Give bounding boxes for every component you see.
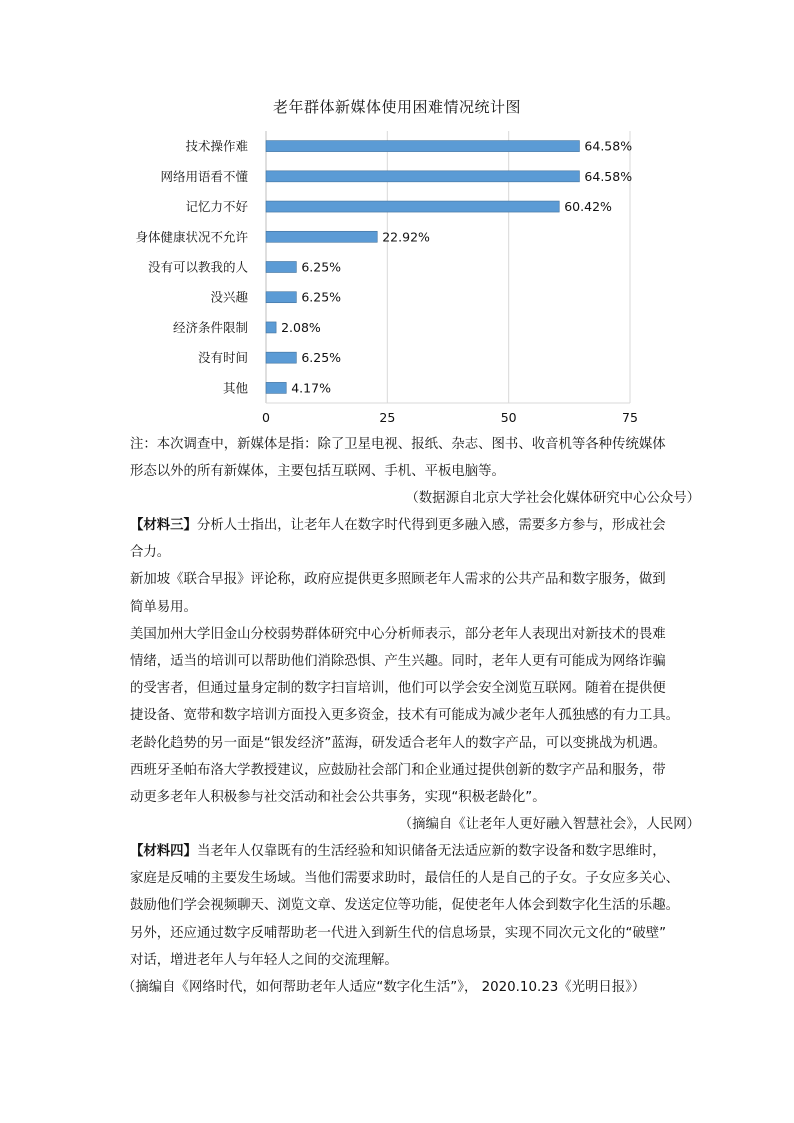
paragraph-line: 动更多老年人积极参与社交活动和社会公共事务，实现“积极老龄化”。 (130, 790, 546, 806)
category-label: 其他 (222, 380, 248, 396)
bar-chart (0, 125, 794, 435)
category-label: 没有时间 (197, 350, 248, 366)
paragraph-line: 另外，还应通过数字反哺帮助老一代进入到新生代的信息场景，实现不同次元文化的“破壁” (130, 925, 667, 941)
category-label: 记忆力不好 (185, 199, 248, 215)
category-label: 身体健康状况不允许 (135, 229, 248, 245)
paragraph-text: 分析人士指出，让老年人在数字时代得到更多融入感，需要多方参与，形成社会 (196, 518, 666, 533)
paragraph-line: 美国加州大学旧金山分校弱势群体研究中心分析师表示，部分老年人表现出对新技术的畏难 (130, 626, 666, 642)
bar (266, 382, 286, 393)
material-three (130, 512, 700, 838)
paragraph-line: 西班牙圣帕布洛大学教授建议，应鼓励社会部门和企业通过提供创新的数字产品和服务，带 (130, 762, 666, 778)
material-four (122, 838, 700, 1001)
x-tick-label: 25 (379, 410, 396, 425)
note-line: 形态以外的所有新媒体，主要包括互联网、手机、平板电脑等。 (130, 464, 505, 480)
data-label: 6.25% (301, 259, 342, 275)
data-label: 64.58% (584, 138, 633, 154)
material-label: 【材料四】 (130, 844, 197, 859)
bar (266, 292, 296, 303)
note-source: （数据源自北京大学社会化媒体研究中心公众号） (405, 491, 700, 507)
data-label: 2.08% (281, 319, 321, 335)
material-label: 【材料三】 (130, 518, 197, 533)
material-paragraph (130, 838, 700, 865)
note-line: 注：本次调查中，新媒体是指：除了卫星电视、报纸、杂志、图书、收音机等各种传统媒体 (130, 437, 666, 452)
bar (266, 231, 377, 242)
x-tick-label: 50 (500, 410, 517, 425)
material-source: （摘编自《让老年人更好融入智慧社会》，人民网） (398, 817, 700, 833)
paragraph-line: 新加坡《联合早报》评论称，政府应提供更多照顾老年人需求的公共产品和数字服务，做到 (130, 572, 666, 588)
data-label: 60.42% (564, 199, 612, 215)
paragraph-line: 捷设备、宽带和数字培训方面投入更多资金，技术有可能成为减少老年人孤独感的有力工具。 (130, 708, 680, 724)
bar (266, 141, 579, 152)
bar (266, 322, 276, 333)
data-label: 4.17% (291, 380, 331, 396)
material-paragraph (130, 512, 700, 539)
bar (266, 262, 296, 273)
paragraph-line: 的受害者，但通过量身定制的数字扫盲培训，他们可以学会安全浏览互联网。随着在提供便 (130, 681, 666, 697)
category-label: 网络用语看不懂 (160, 168, 248, 184)
material-source: （摘编自《网络时代，如何帮助老年人适应“数字化生活”》， 2020.10.23《光明日报》） (122, 980, 646, 996)
data-label: 22.92% (382, 229, 430, 245)
paragraph-line: 对话，增进老年人与年轻人之间的交流理解。 (130, 952, 398, 968)
chart-note (130, 431, 700, 513)
category-label: 技术操作难 (185, 138, 248, 154)
paragraph-line: 鼓励他们学会视频聊天、浏览文章、发送定位等功能，促使老年人体会到数字化生活的乐趣。 (130, 898, 680, 914)
category-label: 没兴趣 (210, 289, 248, 305)
paragraph-line: 家庭是反哺的主要发生场域。当他们需要求助时，最信任的人是自己的子女。子女应多关心、 (130, 871, 680, 887)
paragraph-line: 老龄化趋势的另一面是“银发经济”蓝海，研发适合老年人的数字产品，可以变挑战为机遇。 (130, 735, 667, 751)
paragraph-text: 当老年人仅靠既有的生活经验和知识储备无法适应新的数字设备和数字思维时， (196, 844, 666, 859)
category-label: 经济条件限制 (172, 319, 248, 335)
x-tick-label: 0 (262, 410, 270, 425)
data-label: 6.25% (301, 350, 342, 366)
bar (266, 201, 559, 212)
x-tick-label: 75 (622, 410, 638, 425)
paragraph-line: 合力。 (130, 545, 171, 561)
data-label: 6.25% (301, 289, 342, 305)
paragraph-line: 情绪，适当的培训可以帮助他们消除恐惧、产生兴趣。同时，老年人更有可能成为网络诈骗 (130, 654, 666, 670)
chart-title: 老年群体新媒体使用困难情况统计图 (272, 98, 521, 116)
bar (266, 352, 296, 363)
paragraph-line: 简单易用。 (130, 599, 197, 615)
data-label: 64.58% (584, 168, 633, 184)
category-label: 没有可以教我的人 (147, 259, 248, 275)
bar (266, 171, 579, 182)
